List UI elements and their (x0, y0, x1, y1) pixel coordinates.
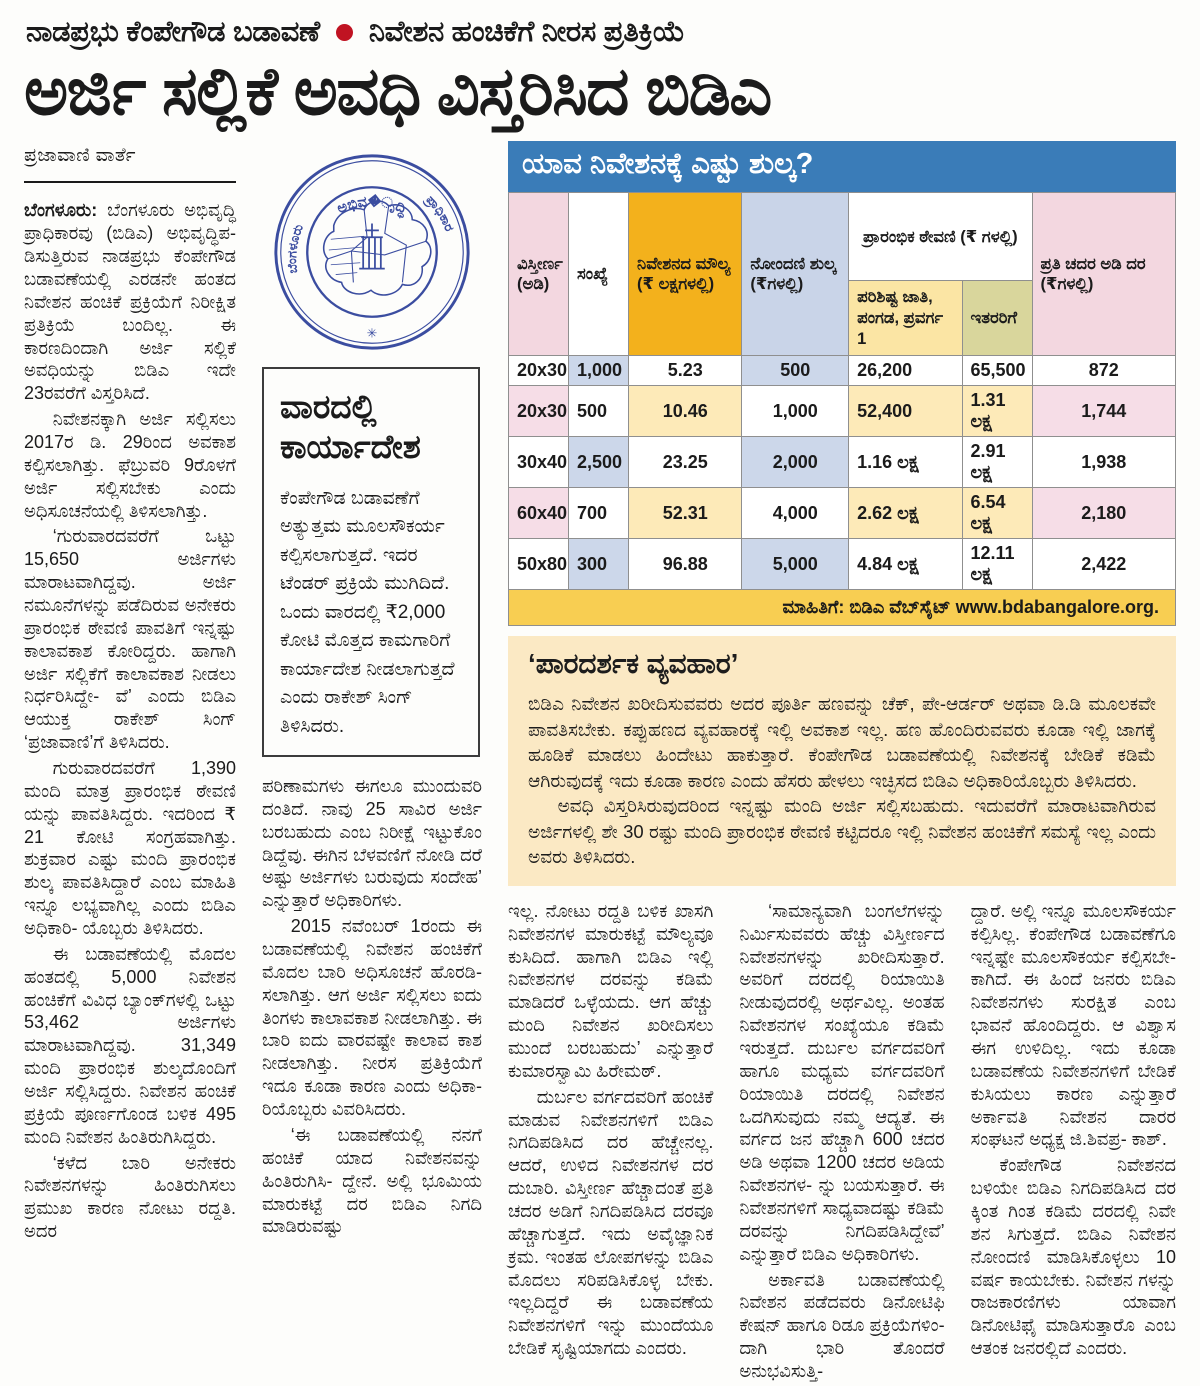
table-cell: 1.31 ಲಕ್ಷ (962, 386, 1032, 437)
table-cell: 1,000 (742, 386, 849, 437)
highlight-box-title: ‘ಪಾರದರ್ಶಕ ವ್ಯವಹಾರ’ (528, 648, 739, 680)
table-cell: 65,500 (962, 356, 1032, 386)
paragraph: ಪರಿಣಾಮಗಳು ಈಗಲೂ ಮುಂದುವರಿ ದಂತಿದೆ. ನಾವು 25 ಸಾವಿರ ಅರ್ಜಿ ಬರಬಹುದು ಎಂಬ ನಿರೀಕ್ಷೆ ಇಟ್ಟುಕೊಂ ಡಿದ್ದೆವು. ಈಗಿನ ಬೆಳವಣಿಗೆ ನೋಡಿ ದರೆ ಅಷ್ಟು ಅರ್ಜಿಗಳು ಬರುವುದು ಸಂದೇಹ’ ಎನ್ನುತ್ತಾರೆ ಅಧಿಕಾರಿಗಳು. (262, 776, 482, 911)
bullet-dot-icon (336, 24, 353, 41)
building-icon (359, 224, 385, 269)
highlight-box-paragraph: ಅವಧಿ ವಿಸ್ತರಿಸಿರುವುದರಿಂದ ಇನ್ನಷ್ಟು ಮಂದಿ ಅರ್ಜಿ ಸಲ್ಲಿಸಬಹುದು. ಇದುವರೆಗೆ ಮಾರಾಟವಾಗಿರುವ ಅರ್ಜಿಗಳಲ್ಲಿ ಶೇ 30 ರಷ್ಟು ಮಂದಿ ಪ್ರಾರಂಭಿಕ ಠೇವಣಿ ಕಟ್ಟಿದರೂ ಇಲ್ಲಿ ನಿವೇಶನ ಹಂಚಿಕೆಗೆ ಸಮಸ್ಯೆ ಇಲ್ಲ ಎಂದು ಅವರು ತಿಳಿಸಿದರು. (528, 795, 1156, 868)
table-cell: 2,500 (569, 437, 629, 488)
table-cell: 20x30 (509, 386, 569, 437)
seal-text-top: ಅಭಿವ�ೃದ್ಧಿ (334, 193, 410, 218)
paragraph: ‘ಸಾಮಾನ್ಯವಾಗಿ ಬಂಗಲೆಗಳನ್ನು ನಿರ್ಮಿಸುವವರು ಹೆಚ್ಚು ವಿಸ್ತೀರ್ಣದ ನಿವೇಶನಗಳನ್ನು ಖರೀದಿಸುತ್ತಾರೆ. ಅವರಿಗೆ ದರದಲ್ಲಿ ರಿಯಾಯಿತಿ ನೀಡುವುದರಲ್ಲಿ ಅರ್ಥವಿಲ್ಲ. ಅಂತಹ ನಿವೇಶನಗಳ ಸಂಖ್ಯೆಯೂ ಕಡಿಮೆ ಇರುತ್ತದೆ. ದುರ್ಬಲ ವರ್ಗದವರಿಗೆ ಹಾಗೂ ಮಧ್ಯಮ ವರ್ಗದವರಿಗೆ ರಿಯಾಯಿತಿ ದರದಲ್ಲಿ ನಿವೇಶನ ಒದಗಿಸುವುದು ನಮ್ಮ ಆದ್ಯತೆ. ಈ ವರ್ಗದ ಜನ ಹೆಚ್ಚಾಗಿ 600 ಚದರ ಅಡಿ ಅಥವಾ 1200 ಚದರ ಅಡಿಯ ನಿವೇಶನಗಳ- ನ್ನು ಬಯಸುತ್ತಾರೆ. ಈ ನಿವೇಶನಗಳಿಗೆ ಸಾಧ್ಯವಾದಷ್ಟು ಕಡಿಮೆ ದರವನ್ನು ನಿಗದಿಪಡಿಸಿದ್ದೇವೆ’ ಎನ್ನುತ್ತಾರೆ ಬಿಡಿಎ ಅಧಿಕಾರಿಗಳು. (739, 900, 945, 1264)
column-header-rate-per-sqft: ಪ್ರತಿ ಚದರ ಅಡಿ ದರ (₹ಗಳಲ್ಲಿ) (1032, 193, 1175, 356)
article-column-5 (971, 900, 1176, 1386)
table-cell: 20x30 (509, 356, 569, 386)
table-cell: 2,422 (1032, 539, 1175, 590)
table-cell: 500 (742, 356, 849, 386)
table-row (509, 356, 1176, 386)
article-body (14, 131, 1186, 1386)
table-cell: 2.91 ಲಕ್ಷ (962, 437, 1032, 488)
fee-table (508, 192, 1176, 626)
paragraph: ದ್ದಾರೆ. ಅಲ್ಲಿ ಇನ್ನೂ ಮೂಲಸೌಕರ್ಯ ಕಲ್ಪಿಸಿಲ್ಲ. ಕೆಂಪೇಗೌಡ ಬಡಾವಣೆಗೂ ಇನ್ನಷ್ಟೇ ಮೂಲಸೌಕರ್ಯ ಕಲ್ಪಿಸಬೇ- ಕಾಗಿದೆ. ಈ ಹಿಂದೆ ಜನರು ಬಿಡಿಎ ನಿವೇಶನಗಳು ಸುರಕ್ಷಿತ ಎಂಬ ಭಾವನೆ ಹೊಂದಿದ್ದರು. ಆ ವಿಶ್ವಾಸ ಈಗ ಉಳಿದಿಲ್ಲ. ಇದು ಕೂಡಾ ಬಡಾವಣೆಯ ನಿವೇಶನಗಳಿಗೆ ಬೇಡಿಕೆ ಕುಸಿಯಲು ಕಾರಣ ಎನ್ನುತ್ತಾರೆ ಅರ್ಕಾವತಿ ನಿವೇಶನ ದಾರರ ಸಂಘಟನೆ ಅಧ್ಯಕ್ಷ ಜಿ.ಶಿವಪ್ರ- ಕಾಶ್. (970, 900, 1176, 1150)
table-cell: 12.11 ಲಕ್ಷ (962, 539, 1032, 590)
seal-star-icon: ✳ (366, 325, 378, 341)
paragraph: ಕೆಂಪೇಗೌಡ ನಿವೇಶನದ ಬಳಿಯೇ ಬಿಡಿಎ ನಿಗದಿಪಡಿಸಿದ ದರ ಕ್ಕಿಂತ ಗಿಂತ ಕಡಿಮೆ ದರದಲ್ಲಿ ನಿವೇ ಶನ ಸಿಗುತ್ತದೆ. ಬಿಡಿಎ ನಿವೇಶನ ನೋಂದಣಿ ಮಾಡಿಸಿಕೊಳ್ಳಲು 10 ವರ್ಷ ಕಾಯಬೇಕು. ನಿವೇಶನ ಗಳನ್ನು ರಾಜಕಾರಣಿಗಳು ಯಾವಾಗ ಡಿನೋಟಿಫೈ ಮಾಡಿಸುತ್ತಾರೊ ಎಂಬ ಆತಂಕ ಜನರಲ್ಲಿದೆ ಎಂದರು. (970, 1155, 1176, 1359)
article-column-1 (24, 141, 236, 1386)
table-cell: 5,000 (742, 539, 849, 590)
paragraph: ನಿವೇಶನಕ್ಕಾಗಿ ಅರ್ಜಿ ಸಲ್ಲಿಸಲು 2017ರ ಡಿ. 29ರಿಂದ ಅವಕಾಶ ಕಲ್ಪಿಸಲಾಗಿತ್ತು. ಫೆಬ್ರುವರಿ 9ರೊಳಗೆ ಅರ್ಜಿ ಸಲ್ಲಿಸಬೇಕು ಎಂದು ಅಧಿಸೂಚನೆಯಲ್ಲಿ ತಿಳಿಸಲಾಗಿತ್ತು. (24, 409, 236, 521)
table-cell: 30x40 (509, 437, 569, 488)
paragraph: ಅರ್ಕಾವತಿ ಬಡಾವಣೆಯಲ್ಲಿ ನಿವೇಶನ ಪಡೆದವರು ಡಿನೋಟಿಫಿ ಕೇಷನ್ ಹಾಗೂ ರಿಡೂ ಪ್ರಕ್ರಿಯೆಗಳಿಂ- ದಾಗಿ ಭಾರಿ ತೊಂದರೆ ಅನುಭವಿಸುತ್ತಿ- (739, 1269, 945, 1382)
table-cell: 50x80 (509, 539, 569, 590)
svg-text:ಅಭಿವ�ೃದ್ಧಿ (335, 193, 410, 221)
seal-icon (269, 149, 475, 355)
paragraph: ‘ಗುರುವಾರದವರೆಗೆ ಒಟ್ಟು 15,650 ಅರ್ಜಿಗಳು ಮಾರಾಟವಾಗಿದ್ದವು. ಅರ್ಜಿ ನಮೂನೆಗಳನ್ನು ಪಡೆದಿರುವ ಅನೇಕರು ಪ್ರಾರಂಭಿಕ ಠೇವಣಿ ಪಾವತಿಗೆ ಇನ್ನಷ್ಟು ಕಾಲಾವಕಾಶ ಕೋರಿದ್ದರು. ಹಾಗಾಗಿ ಅರ್ಜಿ ಸಲ್ಲಿಕೆಗೆ ಕಾಲಾವಕಾಶ ನೀಡಲು ನಿರ್ಧರಿಸಿದ್ದೇ- ವೆ’ ಎಂದು ಬಿಡಿಎ ಆಯುಕ್ತ ರಾಕೇಶ್ ಸಿಂಗ್ ‘ಪ್ರಜಾವಾಣಿ’ಗೆ ತಿಳಿಸಿದರು. (24, 526, 236, 753)
dateline: ಬೆಂಗಳೂರು: (24, 200, 98, 221)
table-cell: 1,744 (1032, 386, 1175, 437)
paragraph (24, 199, 236, 405)
paragraph: ‘ಕಳೆದ ಬಾರಿ ಅನೇಕರು ನಿವೇಶನಗಳನ್ನು ಹಿಂತಿರುಗಿಸಲು ಪ್ರಮುಖ ಕಾರಣ ನೋಟು ರದ್ದತಿ. ಅದರ (24, 1152, 236, 1242)
table-cell: 872 (1032, 356, 1175, 386)
table-cell: 1,000 (569, 356, 629, 386)
table-header-row (509, 193, 1176, 281)
kicker (14, 8, 1186, 49)
table-cell: 5.23 (629, 356, 742, 386)
table-cell: 52.31 (629, 488, 742, 539)
sidebar-box-title: ವಾರದಲ್ಲಿ ಕಾರ್ಯಾದೇಶ (280, 388, 421, 465)
column-header-area: ವಿಸ್ತೀರ್ಣ (ಅಡಿ) (509, 193, 569, 356)
subcolumn-header-others: ಇತರರಿಗೆ (962, 281, 1032, 356)
table-cell: 2.62 ಲಕ್ಷ (849, 488, 962, 539)
main-headline: ಅರ್ಜಿ ಸಲ್ಲಿಕೆ ಅವಧಿ ವಿಸ್ತರಿಸಿದ ಬಿಡಿಎ (24, 54, 771, 129)
kicker-left-text: ನಾಡಪ್ರಭು ಕೆಂಪೇಗೌಡ ಬಡಾವಣೆ (26, 16, 320, 48)
table-cell: 300 (569, 539, 629, 590)
table-cell: 60x40 (509, 488, 569, 539)
table-cell: 2,180 (1032, 488, 1175, 539)
table-row (509, 437, 1176, 488)
article-column-4 (739, 900, 944, 1386)
paragraph: ಗುರುವಾರದವರೆಗೆ 1,390 ಮಂದಿ ಮಾತ್ರ ಪ್ರಾರಂಭಿಕ ಠೇವಣಿ ಯನ್ನು ಪಾವತಿಸಿದ್ದರು. ಇದರಿಂದ ₹ 21 ಕೋಟಿ ಸಂಗ್ರಹವಾಗಿತ್ತು. ಶುಕ್ರವಾರ ಎಷ್ಟು ಮಂದಿ ಪ್ರಾರಂಭಿಕ ಶುಲ್ಕ ಪಾವತಿಸಿದ್ದಾರೆ ಎಂಬ ಮಾಹಿತಿ ಇನ್ನೂ ಲಭ್ಯವಾಗಿಲ್ಲ ಎಂದು ಬಿಡಿಎ ಅಧಿಕಾರಿ- ಯೊಬ್ಬರು ತಿಳಿಸಿದರು. (24, 757, 236, 938)
column-header-registration-fee: ನೋಂದಣಿ ಶುಲ್ಕ (₹ಗಳಲ್ಲಿ) (742, 193, 849, 356)
table-cell: 6.54 ಲಕ್ಷ (962, 488, 1032, 539)
table-row (509, 488, 1176, 539)
table-source: ಮಾಹಿತಿಗೆ: ಬಿಡಿಎ ವೆಬ್‌ಸೈಟ್ www.bdabangalore.org. (509, 590, 1176, 626)
table-cell: 96.88 (629, 539, 742, 590)
paragraph: ‘ಈ ಬಡಾವಣೆಯಲ್ಲಿ ನನಗೆ ಹಂಚಿಕೆ ಯಾದ ನಿವೇಶನವನ್ನು ಹಿಂತಿರುಗಿಸಿ- ದ್ದೇನೆ. ಅಲ್ಲಿ ಭೂಮಿಯ ಮಾರುಕಟ್ಟೆ ದರ ಬಿಡಿಎ ನಿಗದಿ ಮಾಡಿರುವಷ್ಟು (262, 1124, 482, 1237)
seal-text-left: ಬೆಂಗಳೂರು (283, 222, 307, 275)
table-cell: 1.16 ಲಕ್ಷ (849, 437, 962, 488)
column-header-count: ಸಂಖ್ಯೆ (569, 193, 629, 356)
column-header-initial-deposit: ಪ್ರಾರಂಭಿಕ ಠೇವಣಿ (₹ ಗಳಲ್ಲಿ) (849, 193, 1032, 281)
article-column-2 (262, 141, 482, 1386)
column-header-site-value: ನಿವೇಶನದ ಮೌಲ್ಯ (₹ ಲಕ್ಷಗಳಲ್ಲಿ) (629, 193, 742, 356)
bda-seal-logo (262, 141, 482, 363)
table-cell: 2,000 (742, 437, 849, 488)
article-column-3 (508, 900, 713, 1386)
table-row (509, 386, 1176, 437)
paragraph: ಈ ಬಡಾವಣೆಯಲ್ಲಿ ಮೊದಲ ಹಂತದಲ್ಲಿ 5,000 ನಿವೇಶನ ಹಂಚಿಕೆಗೆ ವಿವಿಧ ಬ್ಯಾಂಕ್‌ಗಳಲ್ಲಿ ಒಟ್ಟು 53,462 ಅರ್ಜಿಗಳು ಮಾರಾಟವಾಗಿದ್ದವು. 31,349 ಮಂದಿ ಪ್ರಾರಂಭಿಕ ಶುಲ್ಕದೊಂದಿಗೆ ಅರ್ಜಿ ಸಲ್ಲಿಸಿದ್ದರು. ನಿವೇಶನ ಹಂಚಿಕೆ ಪ್ರಕ್ರಿಯೆ ಪೂರ್ಣಗೊಂಡ ಬಳಿಕ 495 ಮಂದಿ ನಿವೇಶನ ಹಿಂತಿರುಗಿಸಿದ್ದರು. (24, 943, 236, 1147)
seal-text-right: ಪ್ರಾಧಿಕಾರ (423, 192, 458, 234)
sidebar-box-body: ಕೆಂಪೇಗೌಡ ಬಡಾವಣೆಗೆ ಅತ್ಯುತ್ತಮ ಮೂಲಸೌಕರ್ಯ ಕಲ್ಪಿಸಲಾಗುತ್ತದೆ. ಇದರ ಟೆಂಡರ್ ಪ್ರಕ್ರಿಯೆ ಮುಗಿದಿದೆ. ಒಂದು ವಾರದಲ್ಲಿ ₹2,000 ಕೋಟಿ ಮೊತ್ತದ ಕಾಮಗಾರಿಗೆ ಕಾರ್ಯಾದೇಶ ನೀಡಲಾಗುತ್ತದೆ ಎಂದು ರಾಕೇಶ್ ಸಿಂಗ್ ತಿಳಿಸಿದರು. (280, 487, 455, 737)
table-cell: 4.84 ಲಕ್ಷ (849, 539, 962, 590)
paragraph: ದುರ್ಬಲ ವರ್ಗದವರಿಗೆ ಹಂಚಿಕೆ ಮಾಡುವ ನಿವೇಶನಗಳಿಗೆ ಬಿಡಿಎ ನಿಗದಿಪಡಿಸಿದ ದರ ಹೆಚ್ಚೇನಲ್ಲ. ಆದರೆ, ಉಳಿದ ನಿವೇಶನಗಳ ದರ ದುಬಾರಿ. ವಿಸ್ತೀರ್ಣ ಹೆಚ್ಚಾದಂತೆ ಪ್ರತಿ ಚದರ ಅಡಿಗೆ ನಿಗದಿಪಡಿಸಿದ ದರವೂ ಹೆಚ್ಚಾಗುತ್ತದೆ. ಇದು ಅವೈಜ್ಞಾನಿಕ ಕ್ರಮ. ಇಂತಹ ಲೋಪಗಳನ್ನು ಬಿಡಿಎ ಮೊದಲು ಸರಿಪಡಿಸಿಕೊಳ್ಳ ಬೇಕು. ಇಲ್ಲದಿದ್ದರೆ ಈ ಬಡಾವಣೆಯ ನಿವೇಶನಗಳಿಗೆ ಇನ್ನು ಮುಂದೆಯೂ ಬೇಡಿಕೆ ಸೃಷ್ಟಿಯಾಗದು ಎಂದರು. (508, 1086, 714, 1359)
byline: ಪ್ರಜಾವಾಣಿ ವಾರ್ತೆ (24, 141, 236, 183)
table-cell: 23.25 (629, 437, 742, 488)
table-source-row (509, 590, 1176, 626)
subcolumn-header-sc-st: ಪರಿಶಿಷ್ಟ ಜಾತಿ, ಪಂಗಡ, ಪ್ರವರ್ಗ 1 (849, 281, 962, 356)
table-cell: 1,938 (1032, 437, 1175, 488)
table-cell: 500 (569, 386, 629, 437)
table-cell: 700 (569, 488, 629, 539)
sidebar-box-work-order (262, 367, 480, 757)
svg-text:ಬೆಂಗಳೂರು (284, 222, 306, 274)
kicker-right-text: ನಿವೇಶನ ಹಂಚಿಕೆಗೆ ನೀರಸ ಪ್ರತಿಕ್ರಿಯೆ (368, 16, 685, 48)
table-row (509, 539, 1176, 590)
highlight-box-paragraph: ಬಿಡಿಎ ನಿವೇಶನ ಖರೀದಿಸುವವರು ಅದರ ಪೂರ್ತಿ ಹಣವನ್ನು ಚೆಕ್, ಪೇ-ಆರ್ಡರ್ ಅಥವಾ ಡಿ.ಡಿ ಮೂಲಕವೇ ಪಾವತಿಸಬೇಕು. ಕಪ್ಪುಹಣದ ವ್ಯವಹಾರಕ್ಕೆ ಇಲ್ಲಿ ಅವಕಾಶ ಇಲ್ಲ. ಹಣ ಹೊಂದಿರುವವರು ಕೂಡಾ ಇಲ್ಲಿ ಜಾಗಕ್ಕೆ ಹೂಡಿಕೆ ಮಾಡಲು ಹಿಂದೇಟು ಹಾಕುತ್ತಾರೆ. ಕೆಂಪೇಗೌಡ ಬಡಾವಣೆಯಲ್ಲಿ ನಿವೇಶನಕ್ಕೆ ಬೇಡಿಕೆ ಕಡಿಮೆ ಆಗಿರುವುದಕ್ಕೆ ಇದು ಕೂಡಾ ಕಾರಣ ಎಂದು ಹೆಸರು ಹೇಳಲು ಇಚ್ಛಿಸದ ಬಿಡಿಎ ಅಧಿಕಾರಿಯೊಬ್ಬರು ತಿಳಿಸಿದರು. (528, 693, 1156, 791)
table-cell: 10.46 (629, 386, 742, 437)
city-map-shape (324, 201, 431, 295)
table-cell: 52,400 (849, 386, 962, 437)
table-cell: 26,200 (849, 356, 962, 386)
bottom-columns (508, 900, 1176, 1386)
table-cell: 4,000 (742, 488, 849, 539)
right-section (508, 141, 1176, 1386)
fee-table-title: ಯಾವ ನಿವೇಶನಕ್ಕೆ ಎಷ್ಟು ಶುಲ್ಕ? (508, 141, 1176, 192)
highlight-box-transparent-dealings (508, 636, 1176, 886)
paragraph-text: ಬೆಂಗಳೂರು ಅಭಿವೃದ್ಧಿ ಪ್ರಾಧಿಕಾರವು (ಬಿಡಿಎ) ಅಭಿವೃದ್ಧಿಪ- ಡಿಸುತ್ತಿರುವ ನಾಡಪ್ರಭು ಕೆಂಪೇಗೌಡ ಬಡಾವಣೆಯಲ್ಲಿ ಎರಡನೇ ಹಂತದ ನಿವೇಶನ ಹಂಚಿಕೆ ಪ್ರಕ್ರಿಯೆಗೆ ನಿರೀಕ್ಷಿತ ಪ್ರತಿಕ್ರಿಯೆ ಬಂದಿಲ್ಲ. ಈ ಕಾರಣದಿಂದಾಗಿ ಅರ್ಜಿ ಸಲ್ಲಿಕೆ ಅವಧಿಯನ್ನು ಬಿಡಿಎ ಇದೇ 23ರವರೆಗೆ ವಿಸ್ತರಿಸಿದೆ. (24, 200, 236, 404)
paragraph: ಇಲ್ಲ. ನೋಟು ರದ್ದತಿ ಬಳಿಕ ಖಾಸಗಿ ನಿವೇಶನಗಳ ಮಾರುಕಟ್ಟೆ ಮೌಲ್ಯವೂ ಕುಸಿದಿದೆ. ಹಾಗಾಗಿ ಬಿಡಿಎ ಇಲ್ಲಿ ನಿವೇಶನಗಳ ದರವನ್ನು ಕಡಿಮೆ ಮಾಡಿದರೆ ಒಳ್ಳೆಯದು. ಆಗ ಹೆಚ್ಚು ಮಂದಿ ನಿವೇಶನ ಖರೀದಿಸಲು ಮುಂದೆ ಬರಬಹುದು’ ಎನ್ನುತ್ತಾರೆ ಕುಮಾರಸ್ವಾಮಿ ಹಿರೇಮಠ್. (508, 900, 714, 1081)
paragraph: 2015 ನವೆಂಬರ್ 1ರಂದು ಈ ಬಡಾವಣೆಯಲ್ಲಿ ನಿವೇಶನ ಹಂಚಿಕೆಗೆ ಮೊದಲ ಬಾರಿ ಅಧಿಸೂಚನೆ ಹೊರಡಿ- ಸಲಾಗಿತ್ತು. ಆಗ ಅರ್ಜಿ ಸಲ್ಲಿಸಲು ಐದು ತಿಂಗಳು ಕಾಲಾವಕಾಶ ನೀಡಲಾಗಿತ್ತು. ಈ ಬಾರಿ ಐದು ವಾರವಷ್ಟೇ ಕಾಲಾವ ಕಾಶ ನೀಡಲಾಗಿತ್ತು. ನೀರಸ ಪ್ರತಿಕ್ರಿಯೆಗೆ ಇದೂ ಕೂಡಾ ಕಾರಣ ಎಂದು ಅಧಿಕಾ- ರಿಯೊಬ್ಬರು ವಿವರಿಸಿದರು. (262, 916, 482, 1120)
